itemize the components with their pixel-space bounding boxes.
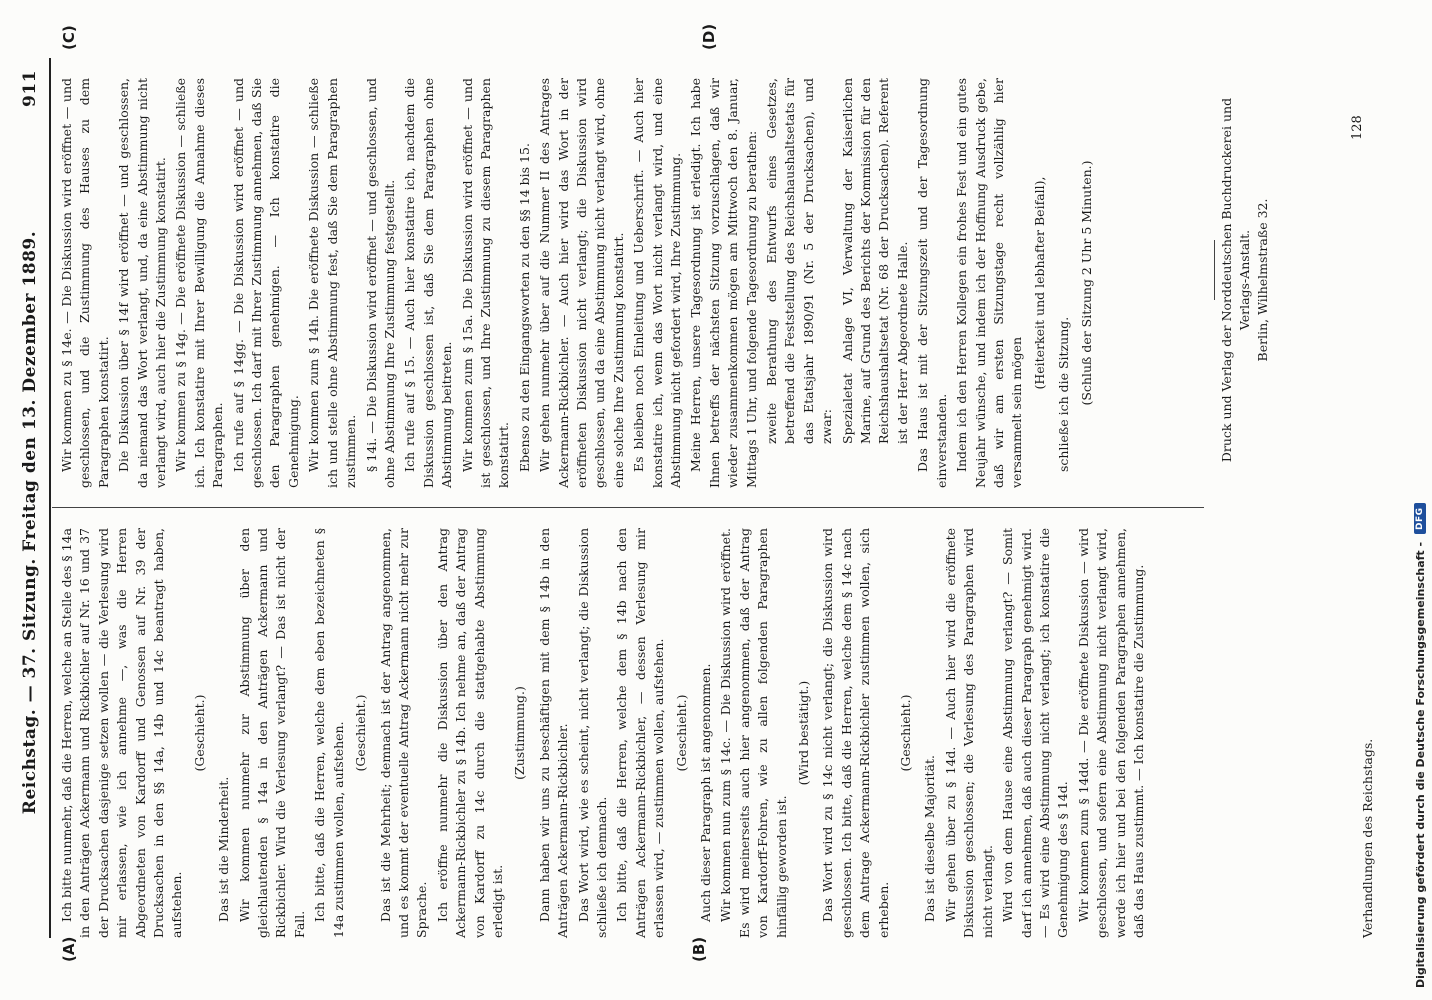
page-header-title: Reichstag. — 37. Sitzung. Freitag den 13. Dezember 1889. <box>20 230 40 815</box>
header-rule <box>49 58 51 938</box>
paragraph: Das ist dieselbe Majorität. <box>922 755 938 922</box>
colophon-line-1: Druck und Verlag der Norddeutschen Buchdruckerei und Verlags-Anstalt. <box>1219 97 1252 463</box>
paragraph: § 14i. — Die Diskussion wird eröffnet — und geschlossen, und ohne Abstimmung Ihre Zustimmung festgestellt. <box>363 78 397 488</box>
dfg-logo: DFG <box>1414 503 1426 534</box>
folio-number: 128 <box>1350 115 1365 140</box>
agenda-item: zweite Berathung des Entwurfs eines Gesetzes, betreffend die Feststellung des Reichshaushaltsetats für das Etatsjahr 1890/91 (Nr. 5 der Drucksachen), und zwar: <box>764 78 835 444</box>
paragraph: Wir gehen über zu § 14d. — Auch hier wird die eröffnete Diskussion geschlossen; die Verlesung des Paragraphen wird nicht verlangt. <box>942 528 995 938</box>
page-header <box>20 70 40 938</box>
paragraph: Die Diskussion über § 14f wird eröffnet — und geschlossen, da niemand das Wort verlangt, und, da eine Abstimmung nicht verlangt wird, auch hier die Zustimmung konstatirt. <box>116 78 169 488</box>
paragraph: Ebenso zu den Eingangsworten zu den §§ 14 bis 15. <box>516 143 532 472</box>
paragraph: Das Wort wird zu § 14c nicht verlangt; die Diskussion wird geschlossen. Ich bitte, daß die Herren, welche dem § 14c nach dem Antrage Ackermann-Rickbichler zustimmen wollen, sich erheben. <box>820 528 891 938</box>
paragraph: Das Wort wird, wie es scheint, nicht verlangt; die Diskussion schließe ich demnach. <box>575 528 609 938</box>
stage-direction: (Wird bestätigt.) <box>796 680 812 786</box>
right-column <box>58 78 1102 488</box>
paragraph: Das Haus ist mit der Sitzungszeit und der Tagesordnung einverstanden. <box>915 78 949 488</box>
paragraph: Meine Herren, unsere Tagesordnung ist erledigt. Ich habe Ihnen betreffs der nächsten Sitzung vorzuschlagen, daß wir wieder zusammenkommen mögen am Mittwoch den 8. Januar, Mittags 1 Uhr, und folgende Tagesordnung zu berathen: <box>688 78 759 488</box>
paragraph: Indem ich den Herren Kollegen ein frohes Fest und ein gutes Neujahr wünsche, und indem ich der Hoffnung Ausdruck gebe, daß wir am ersten Sitzungstage recht vollzählig hier versammelt sein mögen <box>954 78 1025 488</box>
colophon-rule <box>1214 240 1215 300</box>
stage-direction: (Geschieht.) <box>673 694 689 772</box>
paragraph: Ich rufe auf § 14gg. — Die Diskussion wird eröffnet — und geschlossen. Ich darf mit Ihrer Zustimmung annehmen, daß Sie den Paragraphen genehmigen. — Ich konstatire die Genehmigung. <box>230 78 301 488</box>
paragraph: Wir gehen nunmehr über auf die Nummer II des Antrages Ackermann-Rickbichler. — Auch hier wird das Wort in der eröffneten Diskussion nicht verlangt; die Diskussion wird geschlossen, und da eine Abstimmung nicht verlangt wird, ohne eine solche Ihre Zustimmung konstatirt. <box>537 78 626 488</box>
stage-direction: (Zustimmung.) <box>512 686 528 780</box>
margin-marker-b: (B) <box>690 936 708 962</box>
paragraph: Ich eröffne nunmehr die Diskussion über den Antrag Ackermann-Rickbichler zu § 14b. Ich nehme an, daß der Antrag von Kardorff zu 14c durch die stattgehabte Abstimmung erledigt ist. <box>434 528 505 938</box>
paragraph: Das ist die Mehrheit; demnach ist der Antrag angenommen, und es kommt der eventuelle Antrag Ackermann nicht mehr zur Sprache. <box>377 528 430 938</box>
digitization-text: Digitalisierung gefördert durch die Deutsche Forschungsgemeinschaft - <box>1413 541 1427 988</box>
margin-marker-a: (A) <box>60 936 78 962</box>
paragraph: schließe ich die Sitzung. <box>1056 316 1072 472</box>
colophon-line-2: Berlin, Wilhelmstraße 32. <box>1255 198 1270 362</box>
margin-marker-d: (D) <box>700 23 718 50</box>
digitization-notice <box>1408 0 1432 1000</box>
gutter-label: Verhandlungen des Reichstags. <box>1360 738 1375 938</box>
column-divider <box>52 507 1204 508</box>
stage-direction: (Heiterkeit und lebhafter Beifall), <box>1031 176 1047 390</box>
agenda-item: Spezialetat Anlage VI, Verwaltung der Kaiserlichen Marine, auf Grund des Berichts der Kommission für den Reichshaushaltsetat (Nr. 68 der Drucksachen). Referent ist der Herr Abgeordnete Halle. <box>839 78 910 444</box>
paragraph: Wir kommen nunmehr zur Abstimmung über den gleichlautenden § 14a in den Anträgen Ackermann und Rickbichler. Wird die Verlesung verlangt? — Das ist nicht der Fall. <box>236 528 307 938</box>
page-number: 911 <box>20 70 40 107</box>
paragraph: Wir kommen zum § 15a. Die Diskussion wird eröffnet — und ist geschlossen, und Ihre Zustimmung zu diesem Paragraphen konstatirt. <box>459 78 512 488</box>
stage-direction: (Geschieht.) <box>898 694 914 772</box>
paragraph: Auch dieser Paragraph ist angenommen. <box>698 663 713 922</box>
paragraph: Wir kommen zu § 14g. — Die eröffnete Diskussion — schließe ich. Ich konstatire mit Ihrer Bewilligung die Annahme dieses Paragraphen. <box>173 78 226 488</box>
margin-marker-c: (C) <box>60 25 78 50</box>
left-column <box>58 528 1150 938</box>
paragraph: Ich bitte, daß die Herren, welche dem § 14b nach den Anträgen Ackermann-Rickbichler, — dessen Verlesung mir erlassen wird, — zustimmen wollen, aufstehen. <box>614 528 667 938</box>
stage-direction: (Geschieht.) <box>353 694 369 772</box>
paragraph: Ich bitte, daß die Herren, welche dem eben bezeichneten § 14a zustimmen wollen, aufstehen. <box>312 528 346 938</box>
paragraph: Es bleiben noch Einleitung und Ueberschrift. — Auch hier konstatire ich, wenn das Wort nicht verlangt wird, und eine Abstimmung nicht gefordert wird, Ihre Zustimmung. <box>631 78 683 488</box>
paragraph: Wir kommen zum § 14dd. — Die eröffnete Diskussion — wird geschlossen, und sofern eine Abstimmung nicht verlangt wird, werde ich hier und bei den folgenden Paragraphen annehmen, daß das Haus zustimmt. — Ich konstatire die Zustimmung. <box>1075 528 1146 938</box>
paragraph: Wir kommen zu § 14e. — Die Diskussion wird eröffnet — und geschlossen, und die Zustimmung des Hauses zu dem Paragraphen konstatirt. <box>59 78 111 488</box>
paragraph: Ich rufe auf § 15. — Auch hier konstatire ich, nachdem die Diskussion geschlossen ist, daß Sie dem Paragraphen ohne Abstimmung beitreten. <box>402 78 455 488</box>
paragraph: Ich bitte nunmehr, daß die Herren, welche an Stelle des § 14a in den Anträgen Ackermann und Rickbichler auf Nr. 16 und 37 der Drucksachen dasjenige setzen wollen — die Verlesung wird mir erlassen, wie ich annehme —, was die Herren Abgeordneten von Kardorff und Genossen auf Nr. 39 der Drucksachen in den §§ 14a, 14b und 14c beantragt haben, aufstehen. <box>59 528 185 938</box>
stage-direction: (Geschieht.) <box>191 694 207 772</box>
paragraph: Wird von dem Hause eine Abstimmung verlangt? — Somit darf ich annehmen, daß auch dieser Paragraph genehmigt wird. — Es wird eine Abstimmung nicht verlangt; ich konstatire die Genehmigung des § 14d. <box>1000 528 1071 938</box>
colophon <box>1218 80 1272 480</box>
paragraph: Das ist die Minderheit. <box>216 776 232 922</box>
stage-direction: (Schluß der Sitzung 2 Uhr 5 Minuten.) <box>1078 160 1094 406</box>
paragraph: Dann haben wir uns zu beschäftigen mit dem § 14b in den Anträgen Ackermann-Rickbichler. <box>536 528 571 938</box>
paragraph: Wir kommen nun zum § 14c. — Die Diskussion wird eröffnet. Es wird meinerseits auch hier angenommen, daß der Antrag von Kardorff-Fohren, wie zu allen folgenden Paragraphen hinfällig geworden ist. <box>718 528 789 938</box>
paragraph: Wir kommen zum § 14h. Die eröffnete Diskussion — schließe ich und stelle ohne Abstimmung fest, daß Sie dem Paragraphen zustimmen. <box>306 78 359 488</box>
